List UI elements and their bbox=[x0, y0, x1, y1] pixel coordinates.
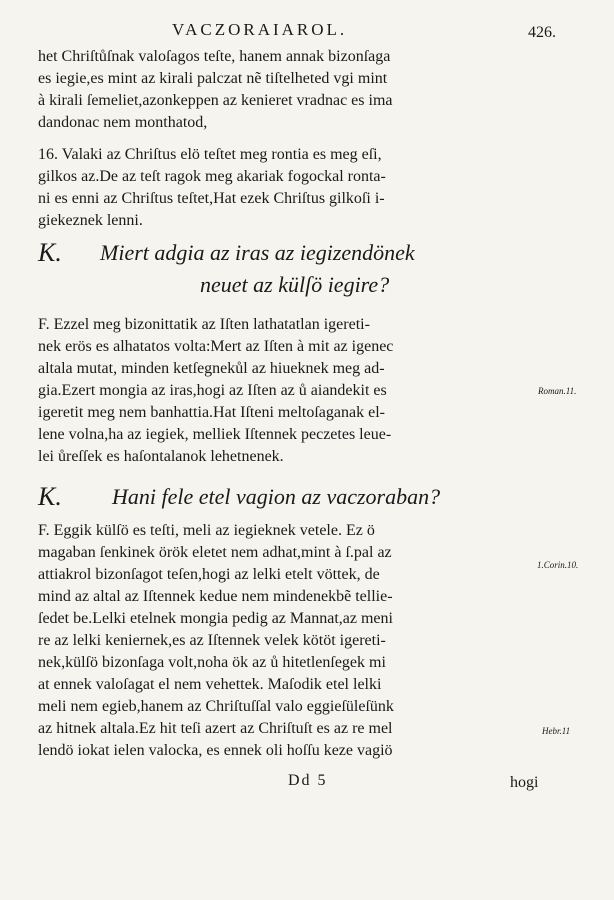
text-line: meli nem egieb,hanem az Chriſtuſſal valo eggieſüleſünk bbox=[38, 698, 394, 715]
text-line: nek,külſö bizonſaga volt,noha ök az ů hitetlenſegek mi bbox=[38, 654, 386, 671]
text-line: F. Eggik külſö es teſti, meli az iegieknek vetele. Ez ö bbox=[38, 522, 375, 539]
text-line: lene volna,ha az iegiek, melliek Iſtennek peczetes leue- bbox=[38, 426, 392, 443]
margin-note: Hebr.11 bbox=[542, 726, 571, 736]
text-line: F. Ezzel meg bizonittatik az Iſten lathatatlan igereti- bbox=[38, 316, 370, 333]
text-line: altala mutat, minden ketſegnekůl az hiueknek meg ad- bbox=[38, 360, 385, 377]
text-line: attiakrol bizonſagot teſen,hogi az lelki etelt vöttek, de bbox=[38, 566, 380, 583]
text-line: gia.Ezert mongia az iras,hogi az Iſten az ů aiandekit es bbox=[38, 382, 387, 399]
text-line: gilkos az.De az teſt ragok meg akariak fogockal ronta- bbox=[38, 168, 386, 185]
text-line: at ennek valoſagat el nem vehettek. Maſodik etel lelki bbox=[38, 676, 382, 693]
margin-note: Roman.11. bbox=[538, 386, 577, 396]
text-line: re az lelki keniernek,es az Iſtennek velek kötöt igereti- bbox=[38, 632, 386, 649]
text-line: lendö iokat ielen valocka, es ennek oli hoſſu keze vagiö bbox=[38, 742, 393, 759]
question-marker: K. bbox=[38, 238, 62, 267]
text-line: es iegie,es mint az kirali palczat nẽ tiſtelheted vgi mint bbox=[38, 70, 388, 87]
text-line: nek erös es alhatatos volta:Mert az Iſten à mit az igenec bbox=[38, 338, 394, 355]
text-line: 16. Valaki az Chriſtus elö teſtet meg rontia es meg eſi, bbox=[38, 146, 382, 163]
text-line: az hitnek altala.Ez hit teſi azert az Chriſtuſt es az re mel bbox=[38, 720, 393, 737]
margin-note: 1.Corin.10. bbox=[537, 560, 579, 570]
text-line: giekeznek lenni. bbox=[38, 212, 143, 229]
question-heading-line: Miert adgia az iras az iegizendönek bbox=[100, 240, 415, 265]
question-heading-line: neuet az külſö iegire? bbox=[200, 272, 390, 297]
text-line: lei ůreſſek es haſontalanok lehetnenek. bbox=[38, 448, 284, 465]
text-line: igeretit meg nem banhattia.Hat Iſteni meltoſaganak el- bbox=[38, 404, 385, 421]
question-heading-line: Hani fele etel vagion az vaczoraban? bbox=[112, 484, 441, 509]
signature-mark: Dd 5 bbox=[288, 772, 328, 789]
text-line: magaban ſenkinek örök eletet nem adhat,mint à ſ.pal az bbox=[38, 544, 392, 561]
text-line: mind az altal az Iſtennek kedue nem mindenekbẽ tellie- bbox=[38, 588, 393, 605]
text-line: ni es enni az Chriſtus teſtet,Hat ezek Chriſtus gilkoſi i- bbox=[38, 190, 385, 207]
text-line: dandonac nem monthatod, bbox=[38, 114, 208, 131]
catchword: hogi bbox=[510, 774, 539, 791]
text-line: à kirali ſemeliet,azonkeppen az kenieret vradnac es ima bbox=[38, 92, 393, 109]
running-head: VACZORAIAROL. bbox=[172, 20, 348, 39]
text-line: ſedet be.Lelki etelnek mongia pedig az Mannat,az meni bbox=[38, 610, 393, 627]
text-line: het Chriſtůſnak valoſagos teſte, hanem annak bizonſaga bbox=[38, 48, 391, 65]
question-marker: K. bbox=[38, 482, 62, 511]
page-number: 426. bbox=[528, 24, 556, 41]
